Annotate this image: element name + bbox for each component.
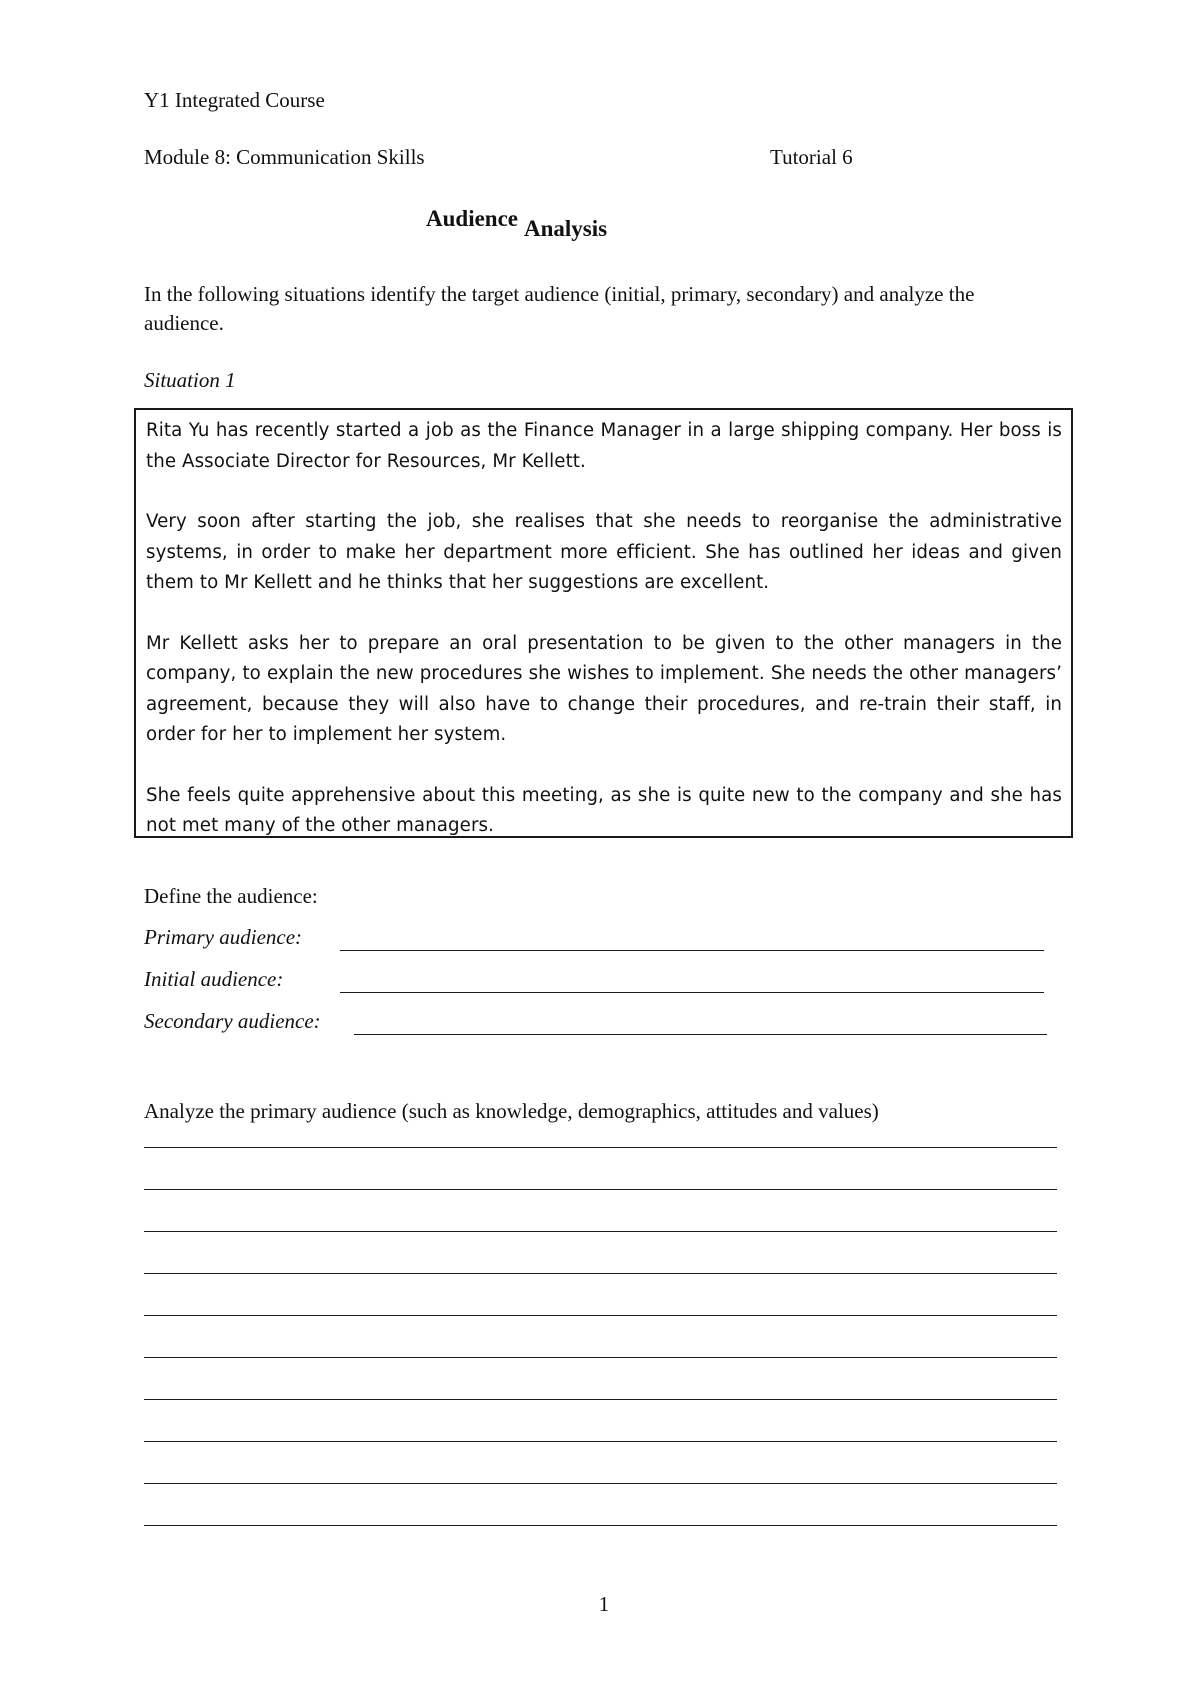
answer-line[interactable] — [144, 1189, 1057, 1190]
answer-line[interactable] — [144, 1357, 1057, 1358]
tutorial-label: Tutorial 6 — [770, 145, 853, 169]
define-audience-label: Define the audience: — [144, 884, 318, 908]
situation-label: Situation 1 — [144, 368, 236, 392]
answer-line[interactable] — [144, 1147, 1057, 1148]
analyze-primary-label: Analyze the primary audience (such as knowledge, demographics, attitudes and values) — [144, 1099, 879, 1123]
title-word-audience: Audience — [426, 206, 518, 231]
instructions-text: In the following situations identify the target audience (initial, primary, secondary) and analyze the audience. — [144, 282, 975, 336]
initial-audience-label: Initial audience: — [144, 967, 284, 991]
page-title — [426, 206, 608, 241]
answer-line[interactable] — [144, 1273, 1057, 1274]
scenario-paragraph: Very soon after starting the job, she realises that she needs to reorganise the administrative systems, in order to make her department more efficient. She has outlined her ideas and given them to Mr Kellett and he thinks that her suggestions are excellent. — [146, 511, 1062, 593]
course-title: Y1 Integrated Course — [144, 88, 325, 112]
answer-line[interactable] — [144, 1315, 1057, 1316]
answer-line[interactable] — [144, 1483, 1057, 1484]
secondary-audience-label: Secondary audience: — [144, 1009, 321, 1033]
title-word-analysis: Analysis — [524, 216, 608, 241]
scenario-paragraph: She feels quite apprehensive about this meeting, as she is quite new to the company and she has not met many of the other managers. — [146, 784, 1062, 836]
answer-line[interactable] — [144, 1525, 1057, 1526]
primary-audience-label: Primary audience: — [144, 925, 303, 949]
initial-audience-answer-line[interactable] — [340, 992, 1044, 993]
page-number: 1 — [598, 1592, 610, 1616]
scenario-paragraph: Rita Yu has recently started a job as the Finance Manager in a large shipping company. Her boss is the Associate Director for Resources, Mr Kellett. — [146, 420, 1062, 472]
scenario-box — [134, 408, 1073, 838]
answer-line[interactable] — [144, 1399, 1057, 1400]
answer-line[interactable] — [144, 1441, 1057, 1442]
secondary-audience-answer-line[interactable] — [354, 1034, 1047, 1035]
module-title: Module 8: Communication Skills — [144, 145, 425, 169]
answer-line[interactable] — [144, 1231, 1057, 1232]
scenario-paragraph: Mr Kellett asks her to prepare an oral presentation to be given to the other managers in the company, to explain the new procedures she wishes to implement. She needs the other managers’ agreement, because they will also have to change their procedures, and re-train their staff, in order for her to implement her system. — [146, 632, 1062, 745]
primary-audience-answer-line[interactable] — [340, 950, 1044, 951]
